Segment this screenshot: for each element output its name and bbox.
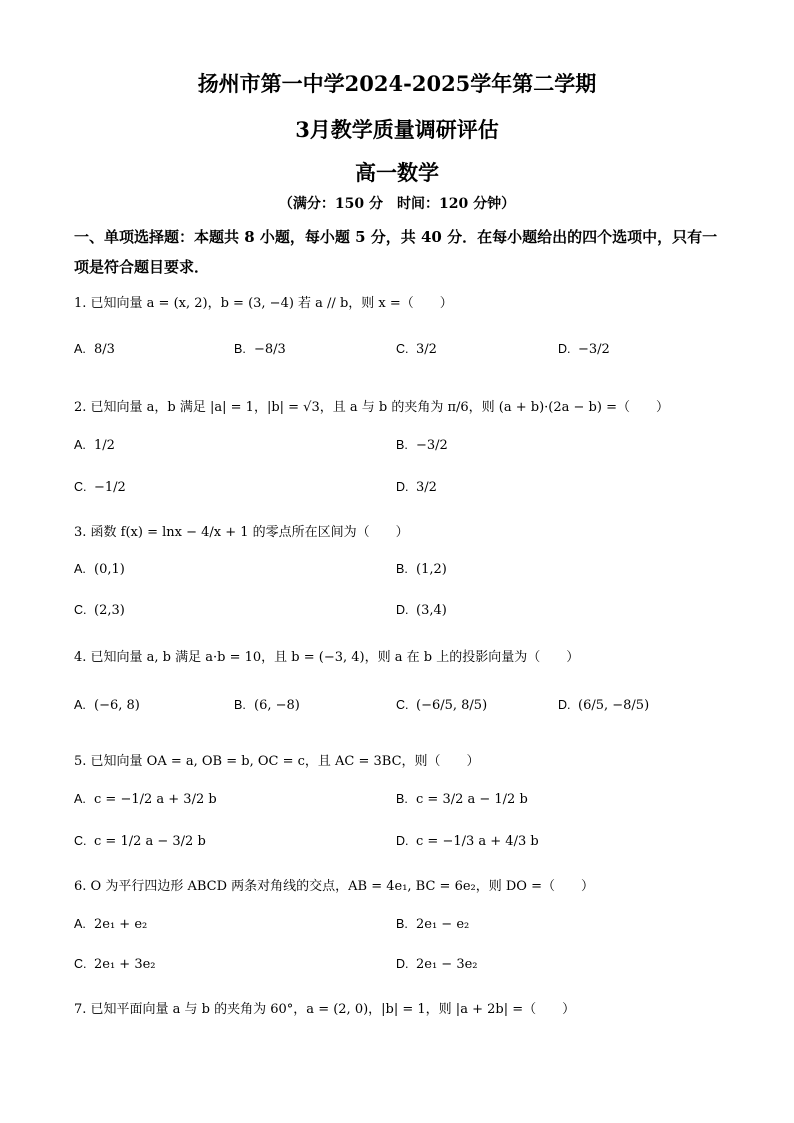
section-heading: 一、单项选择题：本题共 8 小题，每小题 5 分，共 40 分．在每小题给出的四个选项中，只有一项是符合题目要求．	[74, 228, 718, 276]
q5-option-b: B. c = 3/2 a − 1/2 b	[396, 792, 528, 807]
q4-option-d: D. (6/5, −8/5)	[558, 698, 650, 713]
q5-option-a: A. c = −1/2 a + 3/2 b	[74, 792, 217, 807]
q4-option-a: A. (−6, 8)	[74, 698, 140, 713]
q1-option-a: A. 8/3	[74, 342, 115, 357]
exam-meta: （满分：150 分 时间：120 分钟）	[278, 196, 516, 212]
q5-option-c: C. c = 1/2 a − 3/2 b	[74, 834, 206, 849]
q4-option-c: C. (−6/5, 8/5)	[396, 698, 488, 713]
q4-option-b: B. (6, −8)	[234, 698, 300, 713]
exam-subject: 高一数学	[355, 160, 439, 185]
q5-option-d: D. c = −1/3 a + 4/3 b	[396, 834, 539, 849]
q1-option-c: C. 3/2	[396, 342, 437, 357]
q1-option-d: D. −3/2	[558, 342, 610, 357]
q3-option-d: D. (3,4)	[396, 603, 447, 618]
q1-option-b: B. −8/3	[234, 342, 286, 357]
q2-option-a: A. 1/2	[74, 438, 115, 453]
q3-option-c: C. (2,3)	[74, 603, 125, 618]
question-7-stem: 7. 已知平面向量 a 与 b 的夹角为 60°，a = (2, 0)，|b| = 1，则 |a + 2b| =（ ）	[74, 1002, 576, 1017]
q6-option-d: D. 2e₁ − 3e₂	[396, 957, 478, 972]
q6-option-a: A. 2e₁ + e₂	[74, 917, 148, 932]
question-1-stem: 1. 已知向量 a = (x, 2)，b = (3, −4) 若 a // b，则 x =（ ）	[74, 296, 453, 311]
q2-option-d: D. 3/2	[396, 480, 437, 495]
question-3-stem: 3. 函数 f(x) = lnx − 4/x + 1 的零点所在区间为（ ）	[74, 525, 409, 540]
q3-option-b: B. (1,2)	[396, 562, 447, 577]
q6-option-b: B. 2e₁ − e₂	[396, 917, 470, 932]
question-4-stem: 4. 已知向量 a, b 满足 a·b = 10，且 b = (−3, 4)，则 a 在 b 上的投影向量为（ ）	[74, 650, 580, 665]
q3-option-a: A. (0,1)	[74, 562, 125, 577]
question-2-stem: 2. 已知向量 a，b 满足 |a| = 1，|b| = √3，且 a 与 b 的夹角为 π/6，则 (a + b)·(2a − b) =（ ）	[74, 400, 669, 415]
question-5-stem: 5. 已知向量 OA = a, OB = b, OC = c，且 AC = 3BC，则（ ）	[74, 754, 480, 769]
question-6-stem: 6. O 为平行四边形 ABCD 两条对角线的交点，AB = 4e₁, BC = 6e₂，则 DO =（ ）	[74, 879, 594, 894]
q2-option-c: C. −1/2	[74, 480, 126, 495]
exam-title: 扬州市第一中学2024-2025学年第二学期	[197, 71, 597, 96]
q6-option-c: C. 2e₁ + 3e₂	[74, 957, 156, 972]
q2-option-b: B. −3/2	[396, 438, 448, 453]
exam-subtitle: 3月教学质量调研评估	[295, 117, 499, 142]
